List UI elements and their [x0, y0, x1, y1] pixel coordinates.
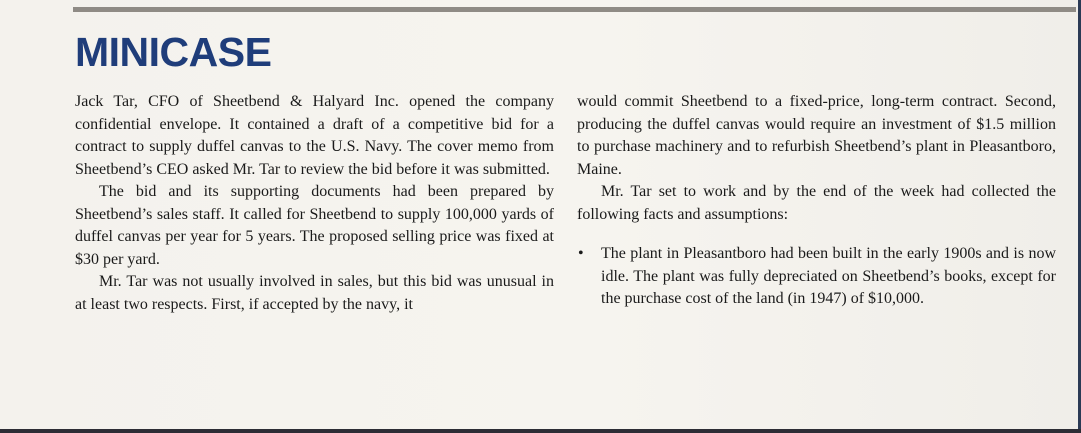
paragraph: Mr. Tar set to work and by the end of the week had collected the following facts and assumptions: — [577, 183, 1056, 223]
section-title: MINICASE — [75, 29, 272, 75]
facts-list — [577, 243, 1056, 311]
paragraph: The bid and its supporting documents had been prepared by Sheetbend’s sales staff. It called for Sheetbend to supply 100,000 yards of duffel canvas per year for 5 years. The proposed selling price was fixed at $30 per yard. — [75, 183, 554, 268]
bottom-edge-border — [0, 429, 1081, 433]
paragraph: Mr. Tar was not usually involved in sales, but this bid was unusual in at least two respects. First, if accepted by the navy, it — [75, 273, 554, 313]
list-item — [577, 243, 1056, 311]
left-column — [75, 91, 554, 316]
list-item-text: The plant in Pleasantboro had been built in the early 1900s and is now idle. The plant was fully depreciated on Sheetbend’s books, except for the purchase cost of the land (in 1947) of $10,000. — [601, 245, 1056, 307]
paragraph: Jack Tar, CFO of Sheetbend & Halyard Inc. opened the company confidential envelope. It contained a draft of a competitive bid for a contract to supply duffel canvas to the U.S. Navy. The cover memo from Sheetbend’s CEO asked Mr. Tar to review the bid before it was submitted. — [75, 93, 554, 178]
bullet-icon: • — [578, 245, 584, 262]
paragraph: would commit Sheetbend to a fixed-price, long-term contract. Second, producing the duffel canvas would require an investment of $1.5 million to purchase machinery and to refurbish Sheetbend’s plant in Pleasantboro, Maine. — [577, 93, 1056, 178]
top-rule — [73, 7, 1076, 12]
right-column — [577, 91, 1056, 311]
